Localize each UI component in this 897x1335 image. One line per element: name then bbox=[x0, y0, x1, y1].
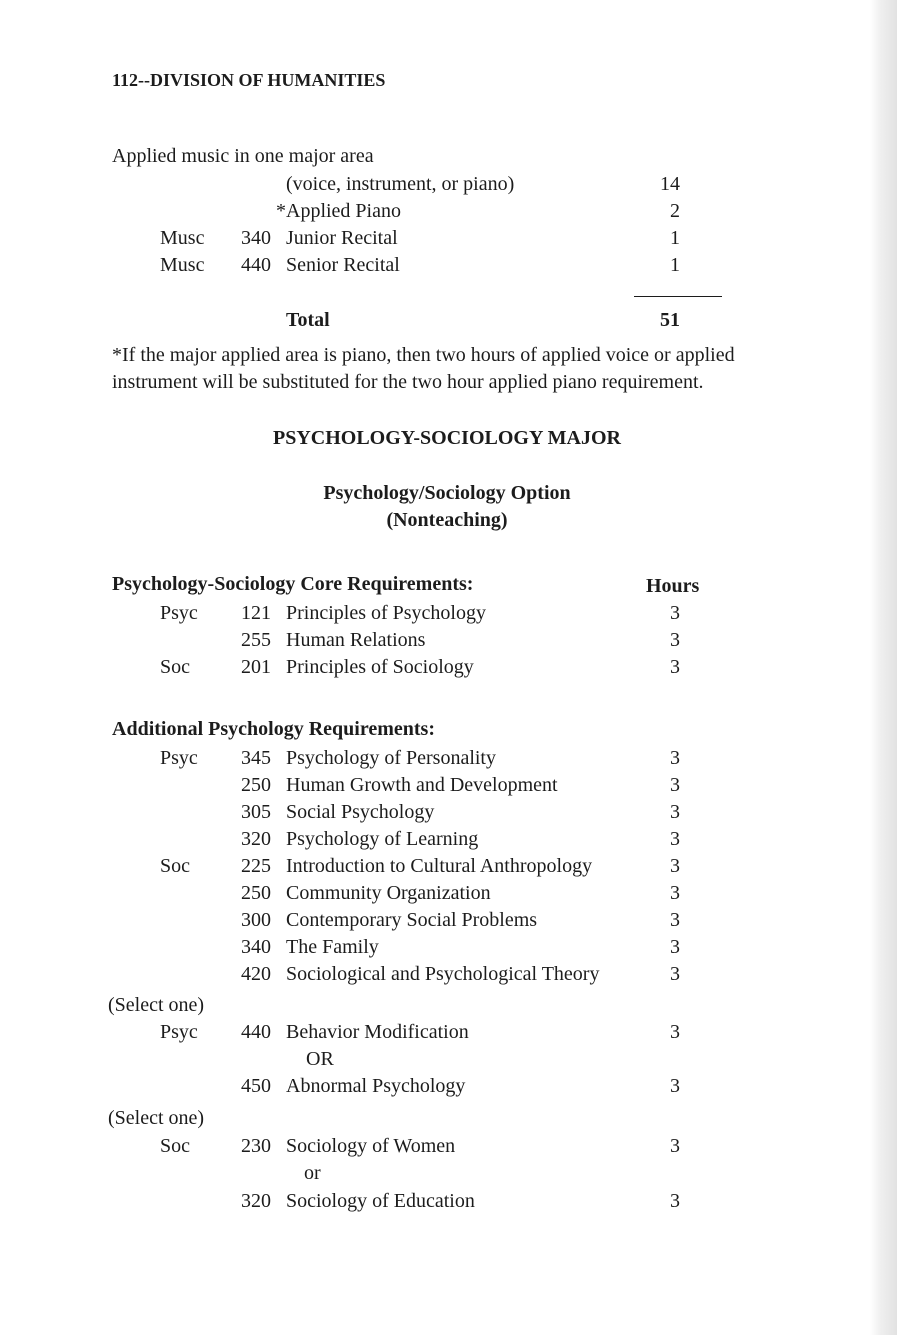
course-title: Principles of Sociology bbox=[286, 656, 474, 678]
course-number: 250 bbox=[241, 882, 271, 904]
course-hours: 3 bbox=[670, 828, 680, 850]
option-title: Psychology/Sociology Option bbox=[323, 482, 571, 504]
course-title: Senior Recital bbox=[286, 254, 400, 276]
or-separator: OR bbox=[306, 1048, 334, 1070]
course-title: Principles of Psychology bbox=[286, 602, 486, 624]
course-title: Sociology of Education bbox=[286, 1190, 475, 1212]
course-hours: 1 bbox=[670, 254, 680, 276]
course-dept: Musc bbox=[160, 227, 205, 249]
course-hours: 3 bbox=[670, 602, 680, 624]
course-number: 230 bbox=[241, 1135, 271, 1157]
course-dept: Musc bbox=[160, 254, 205, 276]
course-title: The Family bbox=[286, 936, 379, 958]
course-title: Community Organization bbox=[286, 882, 491, 904]
course-number: 340 bbox=[241, 227, 271, 249]
course-hours: 3 bbox=[670, 1021, 680, 1043]
course-title: Human Relations bbox=[286, 629, 426, 651]
course-hours: 3 bbox=[670, 1075, 680, 1097]
course-dept: Psyc bbox=[160, 747, 198, 769]
footnote-line: *If the major applied area is piano, then two hours of applied voice or applied bbox=[112, 344, 735, 366]
course-number: 440 bbox=[241, 254, 271, 276]
total-rule bbox=[634, 296, 722, 297]
total-value: 51 bbox=[660, 309, 680, 331]
course-number: 345 bbox=[241, 747, 271, 769]
course-number: 440 bbox=[241, 1021, 271, 1043]
course-number: 420 bbox=[241, 963, 271, 985]
core-heading: Psychology-Sociology Core Requirements: bbox=[112, 573, 474, 595]
course-hours: 3 bbox=[670, 774, 680, 796]
course-hours: 3 bbox=[670, 629, 680, 651]
course-dept: Psyc bbox=[160, 1021, 198, 1043]
course-hours: 3 bbox=[670, 1135, 680, 1157]
course-dept: Psyc bbox=[160, 602, 198, 624]
course-title: Sociology of Women bbox=[286, 1135, 456, 1157]
course-hours: 14 bbox=[660, 173, 680, 195]
course-number: 255 bbox=[241, 629, 271, 651]
course-title: Junior Recital bbox=[286, 227, 398, 249]
course-title: (voice, instrument, or piano) bbox=[286, 173, 515, 195]
course-title: Abnormal Psychology bbox=[286, 1075, 466, 1097]
course-number: 320 bbox=[241, 828, 271, 850]
course-dept: Soc bbox=[160, 656, 190, 678]
course-hours: 3 bbox=[670, 1190, 680, 1212]
course-dept: Soc bbox=[160, 1135, 190, 1157]
course-title: Contemporary Social Problems bbox=[286, 909, 538, 931]
course-hours: 3 bbox=[670, 747, 680, 769]
course-title: Psychology of Learning bbox=[286, 828, 479, 850]
course-hours: 3 bbox=[670, 656, 680, 678]
course-title: Human Growth and Development bbox=[286, 774, 558, 796]
course-title: Behavior Modification bbox=[286, 1021, 469, 1043]
course-hours: 1 bbox=[670, 227, 680, 249]
course-number: 305 bbox=[241, 801, 271, 823]
music-intro: Applied music in one major area bbox=[112, 145, 374, 167]
course-number: 121 bbox=[241, 602, 271, 624]
select-one-label: (Select one) bbox=[108, 994, 205, 1016]
course-hours: 3 bbox=[670, 909, 680, 931]
option-subtitle: (Nonteaching) bbox=[386, 509, 508, 531]
page-edge-shadow bbox=[870, 0, 897, 1335]
course-hours: 3 bbox=[670, 963, 680, 985]
course-hours: 3 bbox=[670, 936, 680, 958]
course-number: 320 bbox=[241, 1190, 271, 1212]
course-number: 450 bbox=[241, 1075, 271, 1097]
running-header: 112--DIVISION OF HUMANITIES bbox=[112, 70, 386, 90]
hours-header: Hours bbox=[646, 575, 700, 597]
course-dept: Soc bbox=[160, 855, 190, 877]
course-title: Psychology of Personality bbox=[286, 747, 496, 769]
select-one-label: (Select one) bbox=[108, 1107, 205, 1129]
course-title: *Applied Piano bbox=[276, 200, 401, 222]
course-number: 201 bbox=[241, 656, 271, 678]
total-label: Total bbox=[286, 309, 330, 331]
course-title: Sociological and Psychological Theory bbox=[286, 963, 600, 985]
course-title: Social Psychology bbox=[286, 801, 435, 823]
course-number: 300 bbox=[241, 909, 271, 931]
course-hours: 3 bbox=[670, 801, 680, 823]
course-hours: 3 bbox=[670, 882, 680, 904]
additional-heading: Additional Psychology Requirements: bbox=[112, 718, 435, 740]
course-title: Introduction to Cultural Anthropology bbox=[286, 855, 593, 877]
course-hours: 2 bbox=[670, 200, 680, 222]
course-number: 225 bbox=[241, 855, 271, 877]
course-hours: 3 bbox=[670, 855, 680, 877]
or-separator: or bbox=[304, 1162, 321, 1184]
footnote-line: instrument will be substituted for the two hour applied piano requirement. bbox=[112, 371, 704, 393]
course-number: 250 bbox=[241, 774, 271, 796]
course-number: 340 bbox=[241, 936, 271, 958]
major-title: PSYCHOLOGY-SOCIOLOGY MAJOR bbox=[273, 427, 621, 449]
